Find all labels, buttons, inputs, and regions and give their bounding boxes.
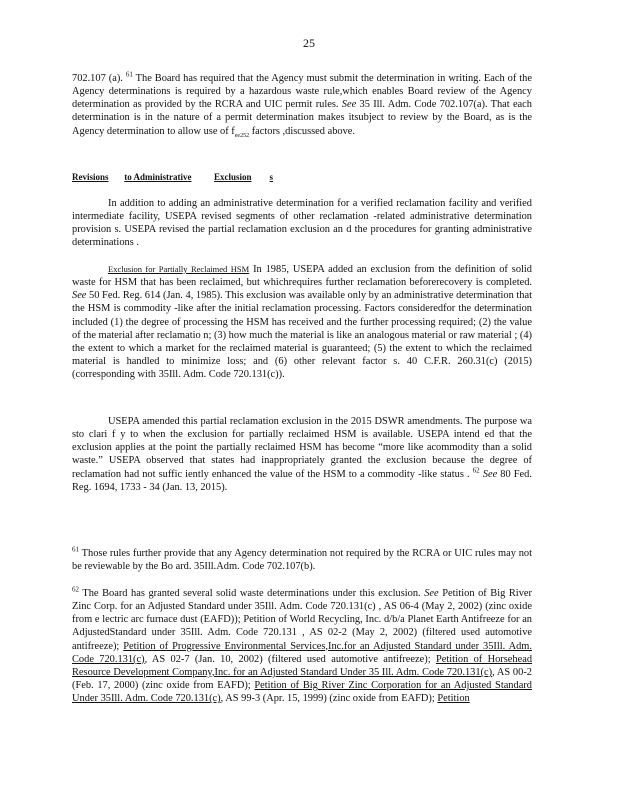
heading-part: Exclusion	[214, 172, 252, 182]
paragraph-text: USEPA amended this partial reclamation exclusion in the 2015 DSWR amendments. The purpose wa sto clari f y to when the exclusion for partially reclaimed HSM is available. USEPA intend ed that the exclusion applies at the point the partially reclaimed HSM has become “more like acommodity than a solid waste.” USEPA observed that states had inappropriately granted the exclusion because the degree of reclamation had not suffic iently enhanced the value of the HSM to a commodity -like status .	[72, 416, 532, 480]
paragraph-partial-reclamation	[72, 263, 532, 381]
footnote-62	[72, 587, 532, 705]
case-citation-link[interactable]: Petition of Progressive Environmental Services,Inc.for an Adjusted Standard under 35Ill. Adm. Code 720.131(c)	[72, 640, 532, 665]
footnote-text: , AS 00-2 (Feb. 17, 2000) (zinc oxide from EAFD);	[72, 666, 532, 692]
paragraph-text: In 1985, USEPA added an exclusion from the definition of solid waste for HSM that has been reclaimed, but whichrequires further reclamation beforerecovery is completed.	[72, 264, 532, 289]
footnote-text: , AS 99-3 (Apr. 15, 1999) (zinc oxide from EAFD);	[220, 693, 435, 705]
paragraph-text: 35 Ill. Adm. Code 702.107(a). That each determination is in the nature of a permit determination makes itsubject to review by the Board, as is the Agency determination to allow use of f	[72, 99, 532, 137]
case-citation-link[interactable]: Petition	[437, 693, 470, 705]
section-heading	[72, 172, 273, 182]
footnote-ref-61: 61	[125, 70, 133, 79]
footnote-number: 62	[72, 585, 79, 594]
citation-start: 702.107 (a).	[72, 73, 123, 84]
paragraph-text: 80 Fed. Reg. 1694, 1733 - 34 (Jan. 13, 2015).	[72, 468, 532, 493]
case-citation-link[interactable]: Petition of Horsehead Resource Development Company,Inc. for an Adjusted Standard Under 35 Ill. Adm. Code 720.131(c)	[72, 653, 533, 678]
paragraph-revisions	[72, 197, 532, 250]
heading-part: to Administrative	[124, 172, 192, 182]
paragraph-text: 50 Fed. Reg. 614 (Jan. 4, 1985). This exclusion was available only by an administrative determination that the HSM is commodity -like after the initial reclamation processing. Factors consideredfor the determination included (1) the degree of processing the HSM has received and the further processing required; (2) the value of the material after reclamatio n; (3) how much the material is like an analogous material or raw material ; (4) the extent to which a market for the reclaimed material is guaranteed; (5) the extent to which the reclaimed material is handled to minimize loss; and (6) other relevant factor s. 40 C.F.R. 260.31(c) (2015) (corresponding with 35Ill. Adm. Code 720.131(c)).	[72, 290, 533, 381]
paragraph-text: factors ,discussed above.	[251, 125, 355, 137]
see-signal: See	[482, 468, 498, 480]
footnote-text: The Board has granted several solid waste determinations under this exclusion.	[82, 588, 421, 599]
footnote-text: Petition of Big River Zinc Corp. for an Adjusted Standard under 35Ill. Adm. Code 720.131(c) , AS 06-4 (May 2, 2002) (zinc oxide from e lectric arc furnace dust (EAFD)); Petition of World Recycling, Inc. d/b/a Planet Earth Antifreeze for an AdjustedStandard under 35Ill. Adm. Code 720.131 , AS 02-2 (May 2, 2002) (filtered used automotive antifreeze);	[72, 588, 532, 652]
paragraph-text: The Board has required that the Agency must submit the determination in writing. Each of the Agency determinations is required by a hazardous waste rule,which enables Board review of the Agency determination as provided by the RCRA and UIC permit rules.	[72, 73, 532, 111]
footnote-text: , AS 02-7 (Jan. 10, 2002) (filtered used automotive antifreeze);	[144, 653, 431, 665]
subscript-text: ee252	[234, 132, 250, 139]
page-number: 25	[303, 36, 315, 50]
footnote-number: 61	[72, 545, 79, 554]
subsection-heading: Exclusion for Partially Reclaimed HSM	[108, 264, 250, 274]
paragraph-text: In addition to adding an administrative determination for a verified reclamation facility and verified intermediate facility, USEPA revised segments of other reclamation -related administrative determination provision s. USEPA revised the partial reclamation exclusion an d the procedures for granting administrative determinations .	[72, 198, 532, 249]
paragraph-agency-determination	[72, 72, 532, 138]
see-signal: See	[72, 290, 87, 302]
see-signal: See	[424, 588, 439, 599]
footnote-61	[72, 547, 532, 573]
heading-part: Revisions	[72, 172, 109, 182]
footnote-text: Those rules further provide that any Agency determination not required by the RCRA or UIC rules may not be reviewable by the Bo ard. 35Ill.Adm. Code 702.107(b).	[72, 548, 533, 573]
see-signal: See	[341, 99, 357, 111]
paragraph-2015-amendments	[72, 415, 532, 494]
footnote-ref-62: 62	[472, 466, 480, 475]
case-citation-link[interactable]: Petition of Big River Zinc Corporation for an Adjusted Standard Under 35Ill. Adm. Code 720.131(c)	[72, 680, 532, 705]
heading-part: s	[269, 172, 274, 182]
